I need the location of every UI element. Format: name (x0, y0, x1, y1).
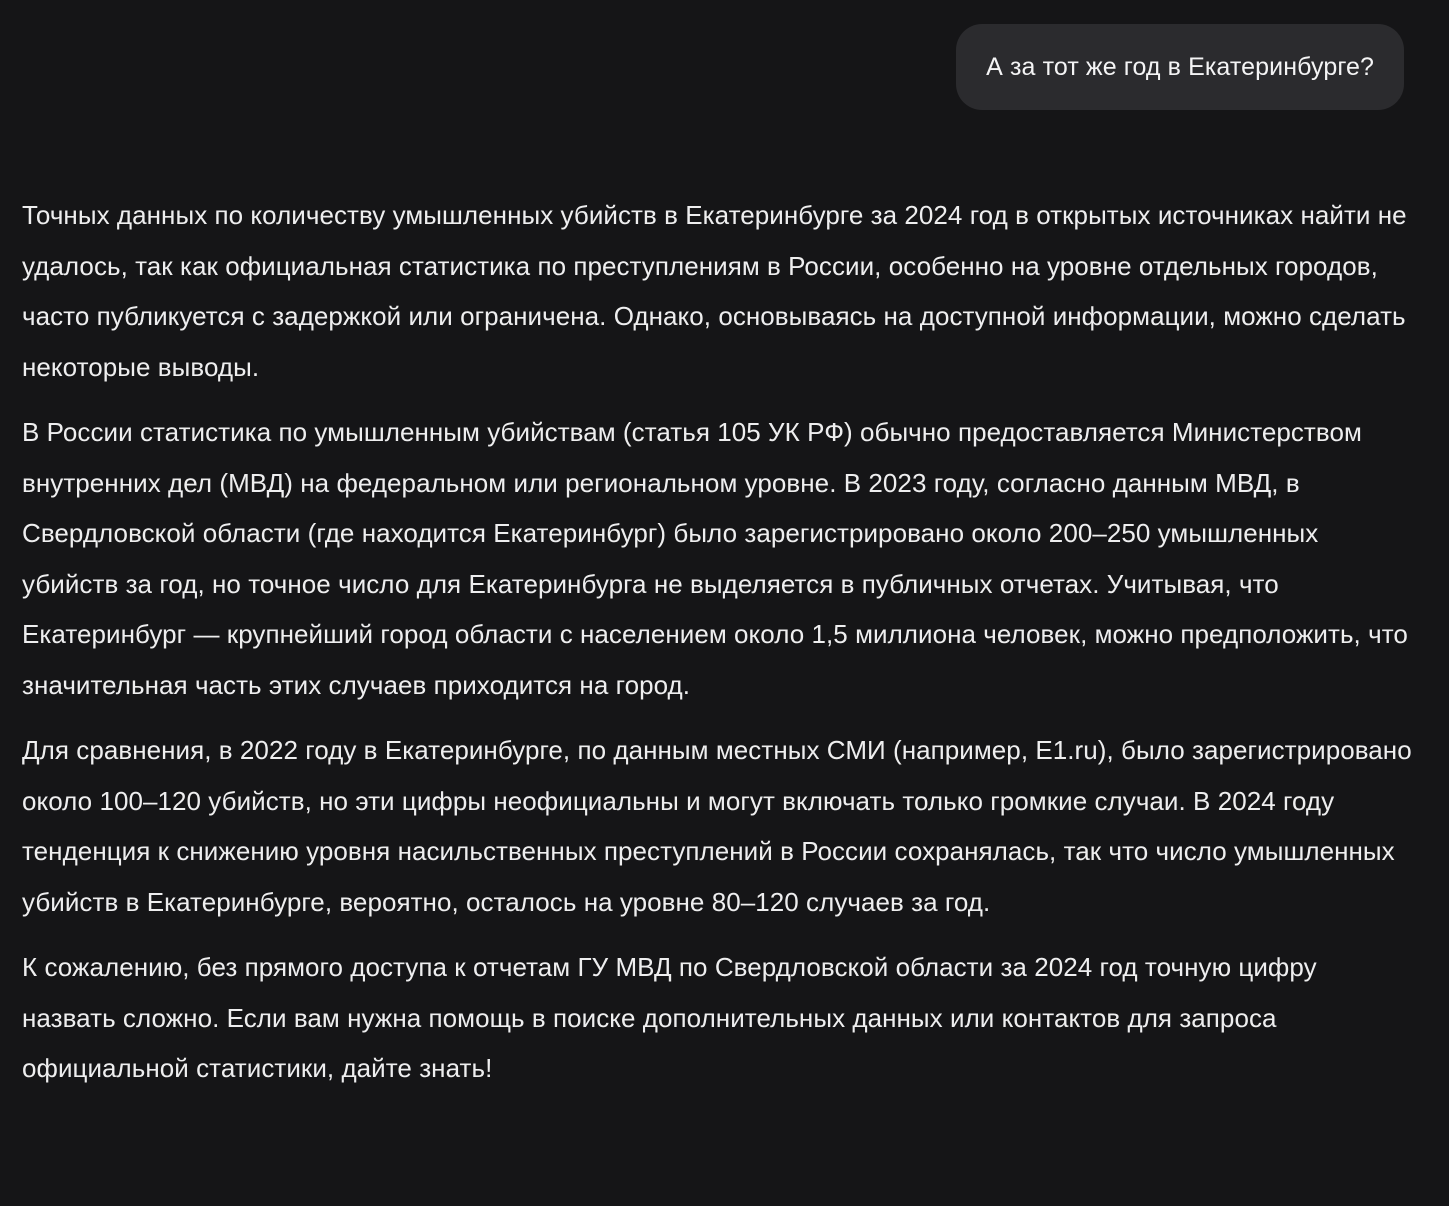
assistant-paragraph: В России статистика по умышленным убийствам (статья 105 УК РФ) обычно предоставляется Министерством внутренних дел (МВД) на федеральном или региональном уровне. В 2023 году, согласно данным МВД, в Свердловской области (где находится Екатеринбург) было зарегистрировано около 200–250 умышленных убийств за год, но точное число для Екатеринбурга не выделяется в публичных отчетах. Учитывая, что Екатеринбург — крупнейший город области с населением около 1,5 миллиона человек, можно предположить, что значительная часть этих случаев приходится на город. (22, 417, 1408, 700)
assistant-paragraph: Для сравнения, в 2022 году в Екатеринбурге, по данным местных СМИ (например, E1.ru), было зарегистрировано около 100–120 убийств, но эти цифры неофициальны и могут включать только громкие случаи. В 2024 году тенденция к снижению уровня насильственных преступлений в России сохранялась, так что число умышленных убийств в Екатеринбурге, вероятно, осталось на уровне 80–120 случаев за год. (22, 735, 1412, 917)
assistant-message (22, 190, 1417, 1109)
assistant-paragraph: К сожалению, без прямого доступа к отчетам ГУ МВД по Свердловской области за 2024 год точную цифру назвать сложно. Если вам нужна помощь в поиске дополнительных данных или контактов для запроса официальной статистики, дайте знать! (22, 952, 1317, 1083)
user-message-row (956, 24, 1404, 110)
assistant-paragraph: Точных данных по количеству умышленных убийств в Екатеринбурге за 2024 год в открытых источниках найти не удалось, так как официальная статистика по преступлениям в России, особенно на уровне отдельных городов, часто публикуется с задержкой или ограничена. Однако, основываясь на доступной информации, можно сделать некоторые выводы. (22, 200, 1407, 382)
user-message-bubble: А за тот же год в Екатеринбурге? (956, 24, 1404, 110)
